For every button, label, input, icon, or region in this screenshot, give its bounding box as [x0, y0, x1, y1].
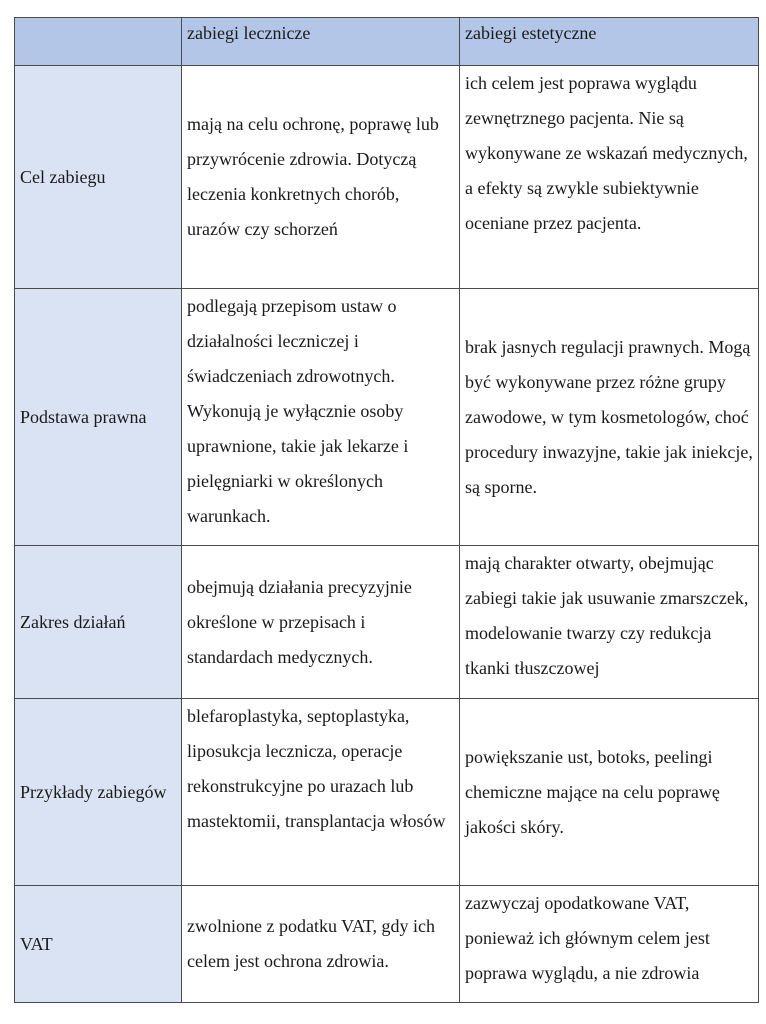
table-row-zakres — [15, 546, 759, 699]
cell-cel-estetyczne: ich celem jest poprawa wyglądu zewnętrznego pacjenta. Nie są wykonywane ze wskazań medycznych, a efekty są zwykle subiektywnie oceniane przez pacjenta. — [460, 66, 759, 289]
cell-przyklady-lecznicze: blefaroplastyka, septoplastyka, liposukcja lecznicza, operacje rekonstrukcyjne po urazach lub mastektomii, transplantacja włosów — [182, 699, 460, 886]
row-label-przyklady: Przykłady zabiegów — [15, 699, 182, 886]
table-row-podstawa — [15, 289, 759, 546]
cell-zakres-lecznicze: obejmują działania precyzyjnie określone w przepisach i standardach medycznych. — [182, 546, 460, 699]
header-estetyczne: zabiegi estetyczne — [460, 18, 759, 66]
row-label-cel: Cel zabiegu — [15, 66, 182, 289]
table-row-vat — [15, 886, 759, 1003]
cell-cel-lecznicze: mają na celu ochronę, poprawę lub przywrócenie zdrowia. Dotyczą leczenia konkretnych chorób, urazów czy schorzeń — [182, 66, 460, 289]
header-row — [15, 18, 759, 66]
cell-podstawa-lecznicze: podlegają przepisom ustaw o działalności leczniczej i świadczeniach zdrowotnych. Wykonują je wyłącznie osoby uprawnione, takie jak lekarze i pielęgniarki w określonych warunkach. — [182, 289, 460, 546]
cell-vat-estetyczne: zazwyczaj opodatkowane VAT, ponieważ ich głównym celem jest poprawa wyglądu, a nie zdrowia — [460, 886, 759, 1003]
row-label-zakres: Zakres działań — [15, 546, 182, 699]
table-row-przyklady — [15, 699, 759, 886]
row-label-vat: VAT — [15, 886, 182, 1003]
header-lecznicze: zabiegi lecznicze — [182, 18, 460, 66]
row-label-podstawa: Podstawa prawna — [15, 289, 182, 546]
cell-przyklady-estetyczne: powiększanie ust, botoks, peelingi chemiczne mające na celu poprawę jakości skóry. — [460, 699, 759, 886]
cell-podstawa-estetyczne: brak jasnych regulacji prawnych. Mogą być wykonywane przez różne grupy zawodowe, w tym kosmetologów, choć procedury inwazyjne, takie jak iniekcje, są sporne. — [460, 289, 759, 546]
comparison-table — [14, 17, 759, 1003]
header-corner-cell — [15, 18, 182, 66]
table-row-cel — [15, 66, 759, 289]
cell-zakres-estetyczne: mają charakter otwarty, obejmując zabiegi takie jak usuwanie zmarszczek, modelowanie twarzy czy redukcja tkanki tłuszczowej — [460, 546, 759, 699]
cell-vat-lecznicze: zwolnione z podatku VAT, gdy ich celem jest ochrona zdrowia. — [182, 886, 460, 1003]
